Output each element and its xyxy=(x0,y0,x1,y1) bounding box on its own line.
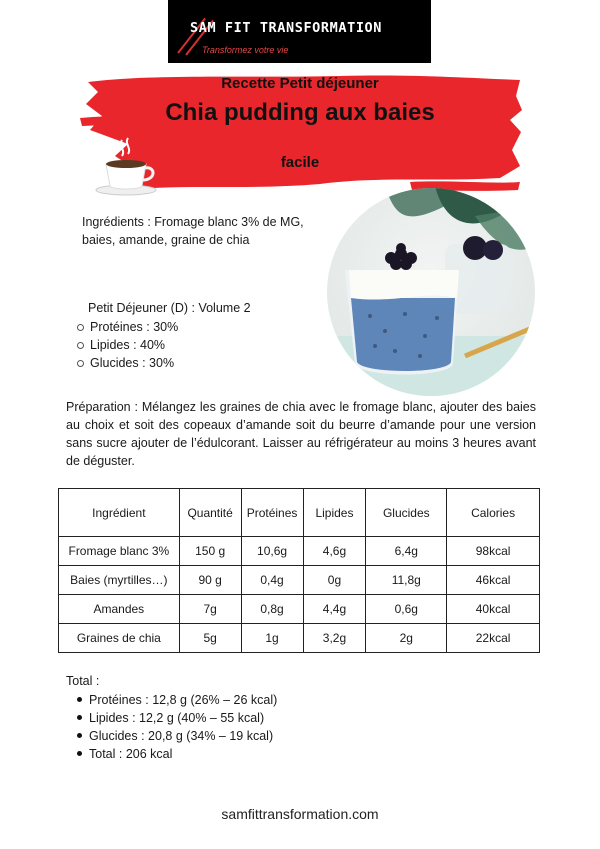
recipe-category: Recette Petit déjeuner xyxy=(221,75,379,92)
brand-name: SAM FIT TRANSFORMATION xyxy=(190,20,383,36)
table-cell: 5g xyxy=(179,624,241,653)
total-item-lipids: Lipides : 12,2 g (40% – 55 kcal) xyxy=(76,709,277,727)
preparation-text: Préparation : Mélangez les graines de chia avec le fromage blanc, ajouter des baies au choix et soit des copeaux d’amande soit du beurre d’amande pour une version sans sucre ajouter de l’édulcorant. Laisser au réfrigérateur au moins 3 heures avant de déguster. xyxy=(66,400,536,468)
header-carbs: Glucides xyxy=(366,489,447,537)
table-cell: Fromage blanc 3% xyxy=(59,537,180,566)
table-row xyxy=(59,566,540,595)
table-header-row xyxy=(59,489,540,537)
total-item-carbs: Glucides : 20,8 g (34% – 19 kcal) xyxy=(76,727,277,745)
macro-item-lipids: Lipides : 40% xyxy=(76,336,178,354)
recipe-title: Chia pudding aux baies xyxy=(165,99,435,126)
nutrition-table xyxy=(58,488,540,653)
table-cell: 6,4g xyxy=(366,537,447,566)
header-calories: Calories xyxy=(447,489,540,537)
ingredients-text: Ingrédients : Fromage blanc 3% de MG, baies, amande, graine de chia xyxy=(82,215,304,247)
table-cell: 90 g xyxy=(179,566,241,595)
macro-list xyxy=(76,318,178,372)
table-cell: 1g xyxy=(241,624,303,653)
table-cell: 150 g xyxy=(179,537,241,566)
difficulty-label: facile xyxy=(280,154,320,171)
header-lipids: Lipides xyxy=(303,489,366,537)
table-row xyxy=(59,595,540,624)
table-cell: 2g xyxy=(366,624,447,653)
footer-website-link[interactable]: samfittransformation.com xyxy=(221,806,379,822)
table-cell: 4,4g xyxy=(303,595,366,624)
chia-pudding-photo xyxy=(325,186,537,398)
macro-volume-title: Petit Déjeuner (D) : Volume 2 xyxy=(88,301,251,315)
header-proteins: Protéines xyxy=(241,489,303,537)
table-row xyxy=(59,624,540,653)
table-cell: 3,2g xyxy=(303,624,366,653)
table-cell: 22kcal xyxy=(447,624,540,653)
table-cell: 0,4g xyxy=(241,566,303,595)
table-cell: 98kcal xyxy=(447,537,540,566)
table-row xyxy=(59,537,540,566)
table-cell: Baies (myrtilles…) xyxy=(59,566,180,595)
total-label: Total : xyxy=(66,674,100,688)
table-cell: 0,8g xyxy=(241,595,303,624)
brand-tagline: Transformez votre vie xyxy=(202,45,289,55)
total-item-proteins: Protéines : 12,8 g (26% – 26 kcal) xyxy=(76,691,277,709)
table-cell: 0g xyxy=(303,566,366,595)
coffee-cup-icon xyxy=(94,136,164,198)
table-cell: 46kcal xyxy=(447,566,540,595)
table-cell: 40kcal xyxy=(447,595,540,624)
header-ingredient: Ingrédient xyxy=(59,489,180,537)
macro-item-carbs: Glucides : 30% xyxy=(76,354,178,372)
brand-logo-box xyxy=(168,0,431,63)
table-cell: 4,6g xyxy=(303,537,366,566)
table-cell: 0,6g xyxy=(366,595,447,624)
totals-list xyxy=(76,691,277,763)
table-cell: Graines de chia xyxy=(59,624,180,653)
total-item-calories: Total : 206 kcal xyxy=(76,745,277,763)
table-cell: Amandes xyxy=(59,595,180,624)
table-cell: 11,8g xyxy=(366,566,447,595)
table-cell: 10,6g xyxy=(241,537,303,566)
table-cell: 7g xyxy=(179,595,241,624)
macro-item-proteins: Protéines : 30% xyxy=(76,318,178,336)
header-quantity: Quantité xyxy=(179,489,241,537)
